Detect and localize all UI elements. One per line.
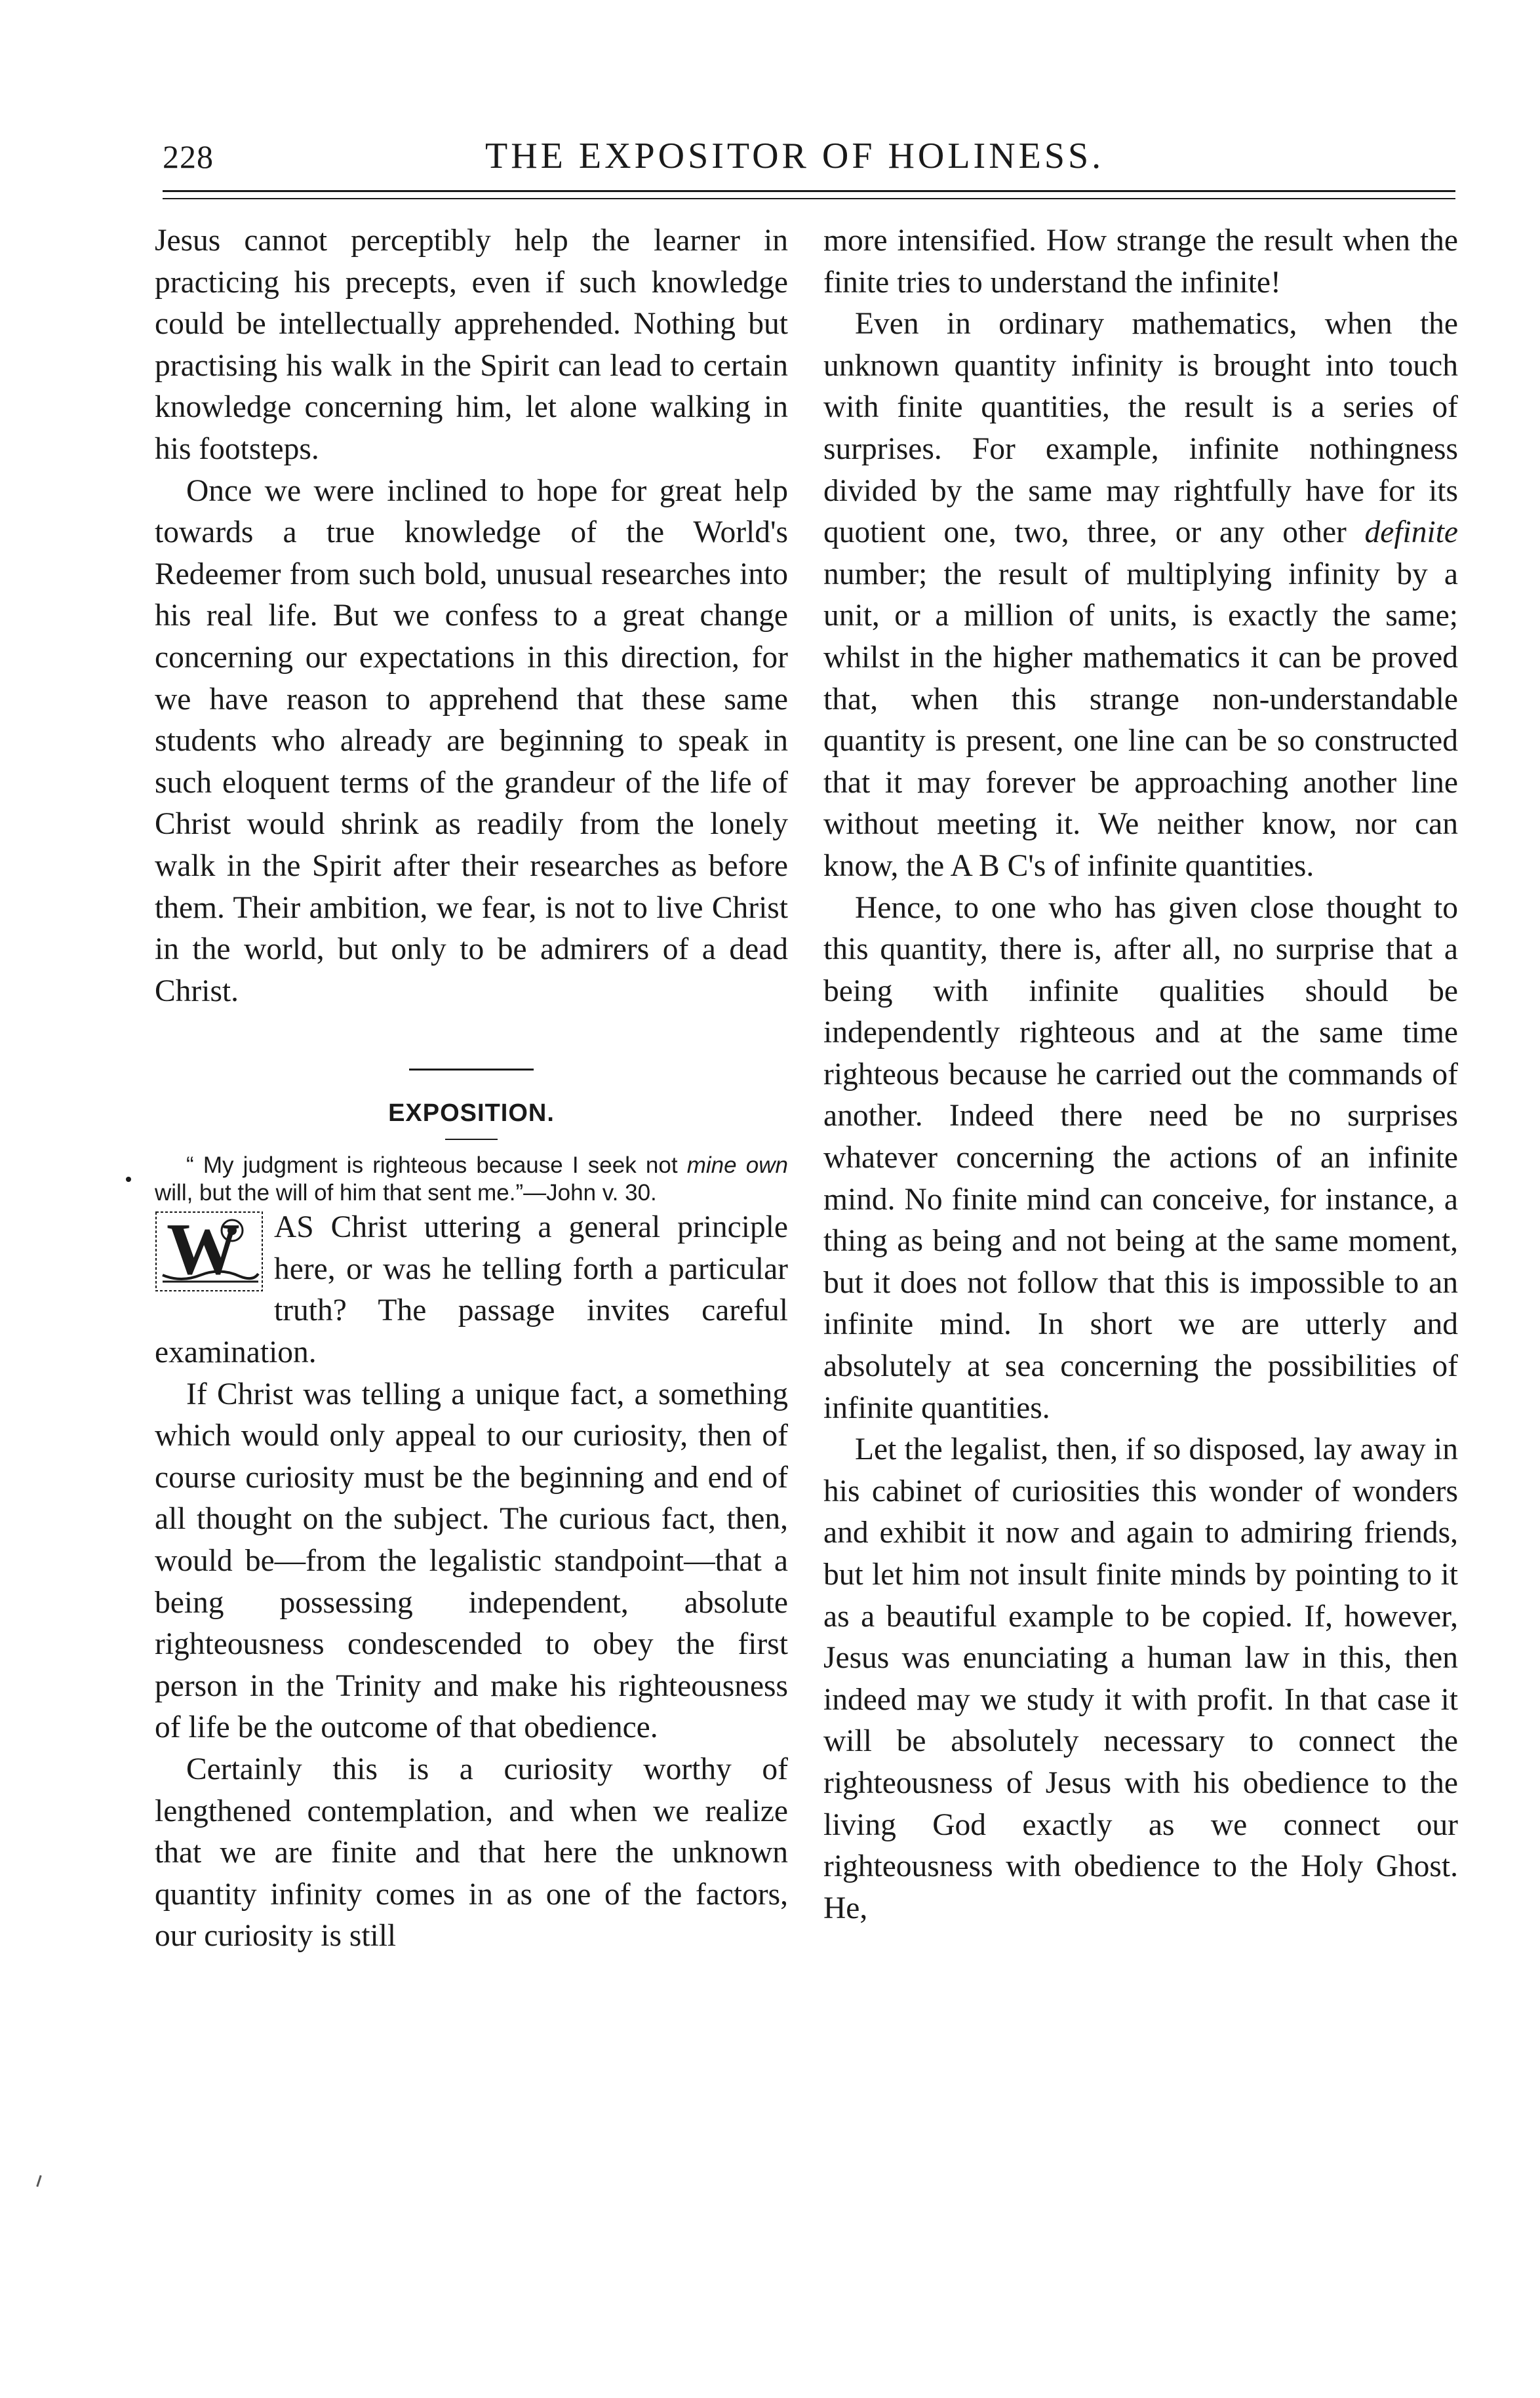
right-column bbox=[823, 220, 1458, 1929]
running-title: THE EXPOSITOR OF HOLINESS. bbox=[485, 136, 1105, 176]
section-rule bbox=[409, 1069, 534, 1071]
left-paragraph-5: Certainly this is a curiosity worthy of lengthened contemplation, and when we realize that we are finite and that here the unknown quantity infinity comes in as one of the factors, our curiosity is still bbox=[155, 1752, 788, 1954]
dropcap-ornament-icon bbox=[155, 1211, 264, 1292]
dropcap-letter: W bbox=[167, 1211, 240, 1291]
section-heading: EXPOSITION. bbox=[388, 1099, 555, 1128]
left-paragraph-3-text: AS Christ uttering a general principle here, or was he telling forth a particular truth? The passage invites careful examination. bbox=[155, 1210, 788, 1370]
left-column bbox=[155, 220, 788, 1957]
right-paragraph-3: Hence, to one who has given close thought to this quantity, there is, after all, no surprise that a being with infinite qualities should be independently righteous and at the same time righteous because he carried out the commands of another. Indeed there need be no surprises whatever concerning the actions of an infinite mind. No finite mind can conceive, for instance, a thing as being and not being at the same moment, but it does not follow that this is impossible to an infinite mind. In short we are utterly and absolutely at sea concerning the possibilities of infinite quantities. bbox=[823, 890, 1458, 1425]
epigraph-text-end: will, but the will of him that sent me.”—John v. 30. bbox=[155, 1180, 657, 1206]
page-number: 228 bbox=[163, 138, 214, 175]
epigraph-text-start: “ My judgment is righteous because I seek not bbox=[186, 1152, 687, 1179]
right-paragraph-2-start: Even in ordinary mathematics, when the unknown quantity infinity is brought into touch with finite quantities, the result is a series of surprises. For example, infinite nothingness divided by the same may rightfully have for its quotient one, two, three, or any other bbox=[823, 307, 1458, 550]
left-paragraph-1: Jesus cannot perceptibly help the learner in practicing his precepts, even if such knowledge could be intellectually apprehended. Nothing but practising his walk in the Spirit can lead to certain knowledge concerning him, let alone walking in his footsteps. bbox=[155, 224, 788, 466]
epigraph bbox=[155, 1152, 788, 1207]
right-paragraph-4: Let the legalist, then, if so disposed, lay away in his cabinet of curiosities this wonder of wonders and exhibit it now and again to admiring friends, but let him not insult finite minds by pointing to it as a beautiful example to be copied. If, however, Jesus was enunciating a human law in this, then indeed may we study it with profit. In that case it will be absolutely necessary to connect the righteousness of Jesus with his obedience to the living God exactly as we connect our righteousness with obedience to the Holy Ghost. He, bbox=[823, 1432, 1458, 1925]
margin-dot bbox=[126, 1177, 131, 1182]
left-paragraph-4: If Christ was telling a unique fact, a something which would only appeal to our curiosity, then of course curiosity must be the beginning and end of all thought on the subject. The curious fact, then, would be—from the legalistic standpoint—that a being possessing independent, absolute righteousness condescended to obey the first person in the Trinity and make his righteousness of life be the outcome of that obedience. bbox=[155, 1377, 788, 1745]
header-rule-secondary bbox=[163, 198, 1455, 199]
heading-underline bbox=[445, 1139, 498, 1140]
margin-tick bbox=[36, 2175, 41, 2187]
header-rule bbox=[163, 190, 1455, 192]
right-paragraph-2-end: number; the result of multiplying infinity by a unit, or a million of units, is exactly the same; whilst in the higher mathematics it can be proved that, when this strange non-understandable quantity is present, one line can be so constructed that it may forever be approaching another line without meeting it. We neither know, nor can know, the A B C's of infinite quantities. bbox=[823, 557, 1458, 883]
dropcap-w bbox=[155, 1211, 264, 1292]
right-paragraph-2 bbox=[823, 304, 1458, 887]
right-paragraph-1: more intensified. How strange the result when the finite tries to understand the infinite! bbox=[823, 224, 1458, 300]
right-paragraph-2-italic: definite bbox=[1364, 515, 1458, 550]
left-paragraph-3 bbox=[155, 1207, 788, 1373]
left-paragraph-2: Once we were inclined to hope for great help towards a true knowledge of the World's Redeemer from such bold, unusual researches into his real life. But we confess to a great change concerning our expectations in this direction, for we have reason to apprehend that these same students who already are beginning to speak in such eloquent terms of the grandeur of the life of Christ would shrink as readily from the lonely walk in the Spirit after their researches as before them. Their ambition, we fear, is not to live Christ in the world, but only to be admirers of a dead Christ. bbox=[155, 473, 788, 1008]
epigraph-italic: mine own bbox=[686, 1152, 788, 1179]
